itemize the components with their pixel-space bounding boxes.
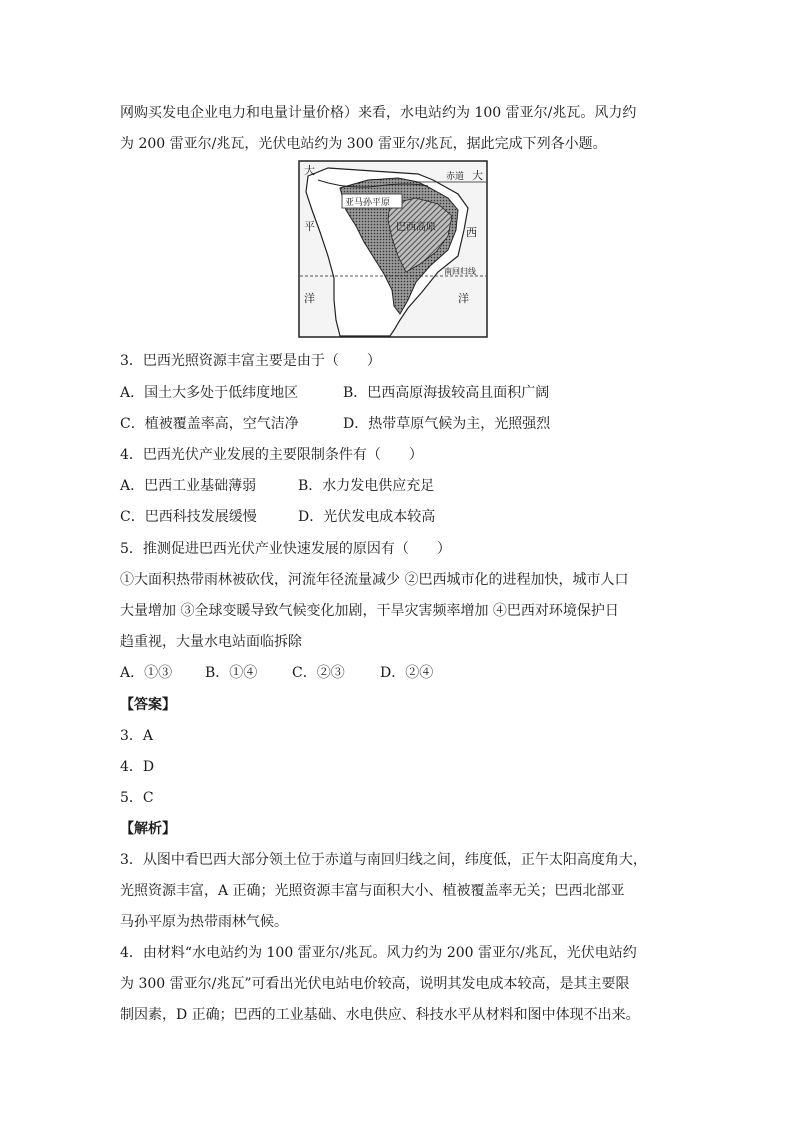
equator-label: 赤道 xyxy=(446,172,465,182)
answer-5: 5．C xyxy=(120,790,154,806)
q3-stem: 3．巴西光照资源丰富主要是由于（ ） xyxy=(120,353,381,369)
q4-stem: 4．巴西光伏产业发展的主要限制条件有（ ） xyxy=(120,447,423,463)
q5-line-3: 趋重视，大量水电站面临拆除 xyxy=(120,634,302,650)
q5-option-a: A．①③ xyxy=(120,665,173,681)
tropic-label: 南回归线 xyxy=(444,267,476,276)
ocean-left-label-2: 平 xyxy=(304,220,315,233)
analysis-3-line-1: 3．从图中看巴西大部分领土位于赤道与南回归线之间，纬度低，正午太阳高度角大， xyxy=(120,852,647,868)
analysis-heading: 【解析】 xyxy=(120,821,176,837)
highland-label: 巴西高原 xyxy=(396,222,436,233)
ocean-right-label-3: 洋 xyxy=(458,292,469,305)
ocean-left-label-1: 大 xyxy=(304,164,315,177)
q4-option-d: D．光伏发电成本较高 xyxy=(298,509,436,525)
q3-option-d: D．热带草原气候为主，光照强烈 xyxy=(343,416,551,432)
q5-option-c: C．②③ xyxy=(292,665,345,681)
q5-option-b: B．①④ xyxy=(205,665,258,681)
ocean-right-label-2: 西 xyxy=(466,226,477,239)
q5-line-1: ①大面积热带雨林被砍伐，河流年径流量减少 ②巴西城市化的进程加快，城市人口 xyxy=(120,572,629,588)
ocean-left-label-3: 洋 xyxy=(304,292,315,305)
brazil-map-svg xyxy=(298,160,488,338)
amazon-label: 亚马孙平原 xyxy=(345,198,391,208)
answer-3: 3．A xyxy=(120,728,154,744)
q5-line-2: 大量增加 ③全球变暖导致气候变化加剧，干旱灾害频率增加 ④巴西对环境保护日 xyxy=(120,603,619,619)
ocean-right-label-1: 大 xyxy=(472,169,483,182)
brazil-map-figure xyxy=(298,160,488,338)
q3-option-c: C．植被覆盖率高，空气洁净 xyxy=(120,416,299,432)
q5-option-d: D．②④ xyxy=(380,665,434,681)
intro-line-2: 为 200 雷亚尔/兆瓦，光伏电站约为 300 雷亚尔/兆瓦，据此完成下列各小题。 xyxy=(120,136,607,152)
answer-4: 4．D xyxy=(120,759,155,775)
q3-option-b: B．巴西高原海拔较高且面积广阔 xyxy=(343,385,550,401)
q4-option-c: C．巴西科技发展缓慢 xyxy=(120,509,257,525)
intro-line-1: 网购买发电企业电力和电量计量价格）来看，水电站约为 100 雷亚尔/兆瓦。风力约 xyxy=(120,105,637,121)
q4-option-a: A．巴西工业基础薄弱 xyxy=(120,478,257,494)
analysis-3-line-3: 马孙平原为热带雨林气候。 xyxy=(120,914,288,930)
answer-heading: 【答案】 xyxy=(120,697,176,713)
analysis-4-line-3: 制因素，D 正确；巴西的工业基础、水电供应、科技水平从材料和图中体现不出来。 xyxy=(120,1007,640,1023)
q3-option-a: A．国土大多处于低纬度地区 xyxy=(120,385,299,401)
analysis-4-line-2: 为 300 雷亚尔/兆瓦”可看出光伏电站电价较高，说明其发电成本较高，是其主要限 xyxy=(120,976,630,992)
q5-stem: 5．推测促进巴西光伏产业快速发展的原因有（ ） xyxy=(120,541,451,557)
analysis-3-line-2: 光照资源丰富，A 正确；光照资源丰富与面积大小、植被覆盖率无关；巴西北部亚 xyxy=(120,883,625,899)
analysis-4-line-1: 4．由材料“水电站约为 100 雷亚尔/兆瓦。风力约为 200 雷亚尔/兆瓦，光伏电站约 xyxy=(120,945,637,961)
q4-option-b: B．水力发电供应充足 xyxy=(298,478,435,494)
